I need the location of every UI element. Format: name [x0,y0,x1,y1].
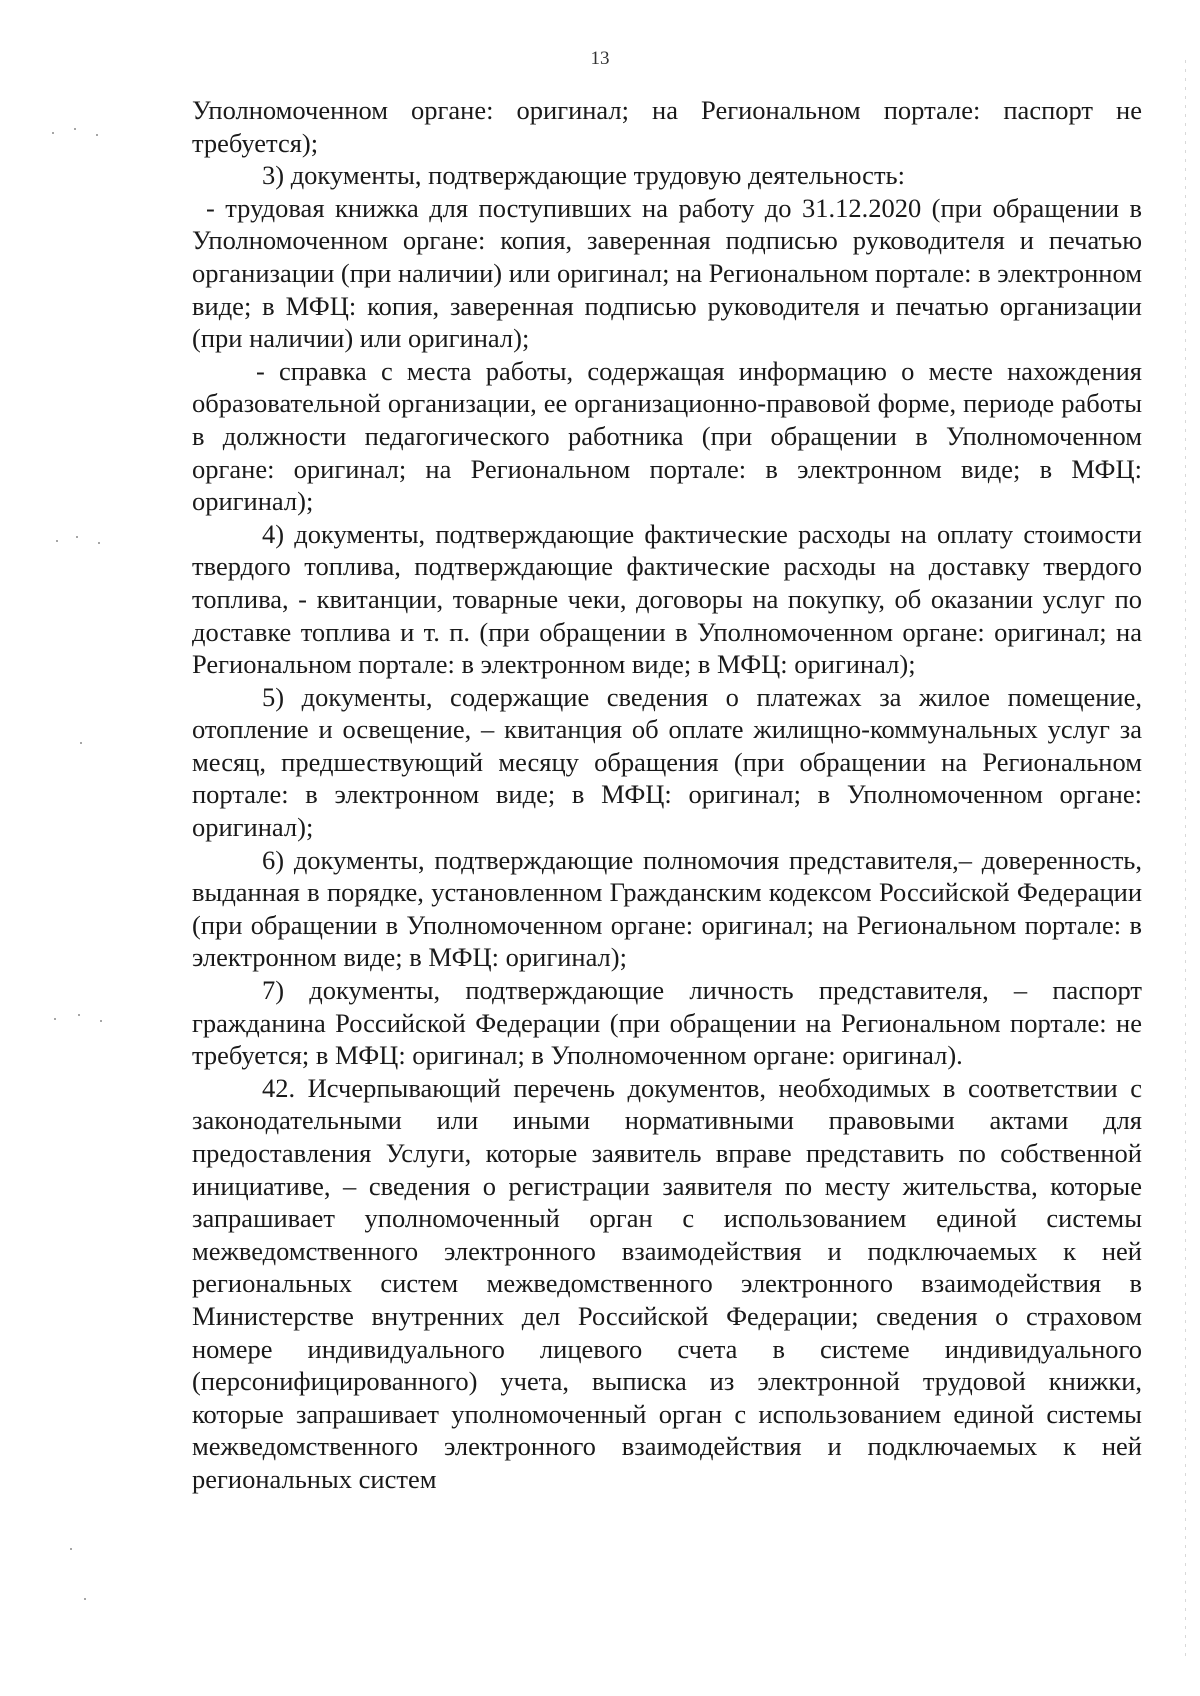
paragraph-item-3: 3) документы, подтверждающие трудовую деятельность: [262,160,905,191]
paragraph-work-certificate: - справка с места работы, содержащая информацию о месте нахождения образовательной организации, ее организационно-правовой форме, периоде работы в должности педагогического работника (при обращении в Уполномоченном органе: оригинал; на Региональном портале: в электронном виде; в МФЦ: оригинал); [192,355,1142,517]
document-body [192,94,1142,1496]
page-number: 13 [590,48,610,69]
scan-speck [98,542,100,544]
paragraph-item-6: 6) документы, подтверждающие полномочия представителя,– доверенность, выданная в порядке, установленном Гражданским кодексом Российской Федерации (при обращении в Уполномоченном органе: оригинал; на Региональном портале: в электронном виде; в МФЦ: оригинал); [192,844,1142,973]
scan-edge [1185,60,1186,1660]
scan-speck [78,1014,80,1016]
paragraph-continuation: Уполномоченном органе: оригинал; на Региональном портале: паспорт не требуется); [192,95,1142,158]
paragraph-employment-record: - трудовая книжка для поступивших на работу до 31.12.2020 (при обращении в Уполномоченном органе: копия, заверенная подписью руководителя и печатью организации (при наличии) или оригинал; на Региональном портале: в электронном виде; в МФЦ: копия, заверенная подписью руководителя и печатью организации (при наличии) или оригинал); [192,192,1142,354]
paragraph-section-42: 42. Исчерпывающий перечень документов, необходимых в соответствии с законодательными или иными нормативными правовыми актами для предоставления Услуги, которые заявитель вправе представить по собственной инициативе, – сведения о регистрации заявителя по месту жительства, которые запрашивает уполномоченный орган с использованием единой системы межведомственного электронного взаимодействия и подключаемых к ней региональных систем межведомственного электронного взаимодействия в Министерстве внутренних дел Российской Федерации; сведения о страховом номере индивидуального лицевого счета в системе индивидуального (персонифицированного) учета, выписка из электронной трудовой книжки, которые запрашивает уполномоченный орган с использованием единой системы межведомственного электронного взаимодействия и подключаемых к ней региональных систем [192,1072,1142,1494]
scan-speck [56,540,58,542]
scan-speck [54,1018,56,1020]
scan-speck [52,132,54,134]
paragraph-item-4: 4) документы, подтверждающие фактические расходы на оплату стоимости твердого топлива, подтверждающие фактические расходы на доставку твердого топлива, - квитанции, товарные чеки, договоры на покупку, об оказании услуг по доставке топлива и т. п. (при обращении в Уполномоченном органе: оригинал; на Региональном портале: в электронном виде; в МФЦ: оригинал); [192,518,1142,680]
scan-speck [100,1020,102,1022]
scan-speck [70,1548,72,1550]
scan-speck [96,134,98,136]
paragraph-item-7: 7) документы, подтверждающие личность представителя, – паспорт гражданина Российской Федерации (при обращении на Региональном портале: не требуется; в МФЦ: оригинал; в Уполномоченном органе: оригинал). [192,975,1142,1071]
scan-speck [84,1598,86,1600]
paragraph-item-5: 5) документы, содержащие сведения о платежах за жилое помещение, отопление и освещение, – квитанция об оплате жилищно-коммунальных услуг за месяц, предшествующий месяцу обращения (при обращении на Региональном портале: в электронном виде; в МФЦ: оригинал; в Уполномоченном органе: оригинал); [192,681,1142,843]
scan-speck [76,536,78,538]
scan-speck [80,742,82,744]
scan-speck [74,128,76,130]
